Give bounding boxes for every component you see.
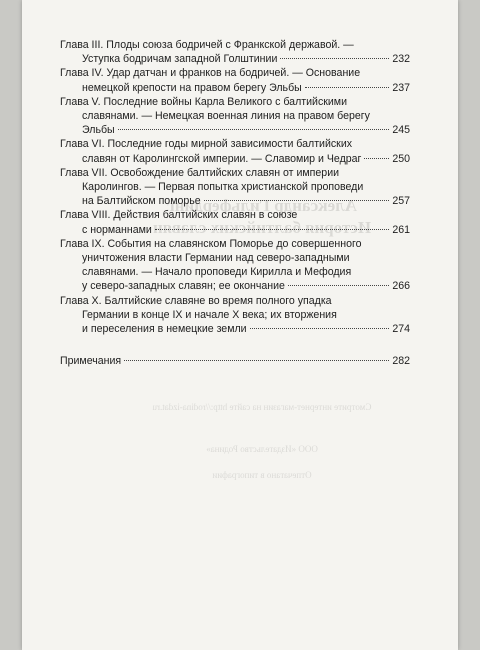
bleed-through-block-3: Отпечатано в типографии	[212, 470, 312, 480]
toc-page-number: 274	[392, 323, 410, 336]
toc-page-number: 261	[392, 223, 410, 236]
toc-entry-line: Германии в конце IX и начале X века; их вторжения	[82, 308, 337, 321]
toc-entry-last-line	[60, 152, 410, 166]
toc-entry-line: Глава IV. Удар датчан и франков на бодричей. — Основание	[60, 67, 361, 80]
dot-leader	[118, 129, 390, 130]
toc-page-number: 250	[392, 152, 410, 165]
bleed-through-block-2: ООО «Издательство Родина»	[206, 444, 318, 454]
toc-entry-last-line	[60, 322, 410, 336]
toc-entry-text: у северо-западных славян; ее окончание	[82, 280, 285, 293]
dot-leader	[124, 360, 389, 361]
toc-entry-line: Глава V. Последние войны Карла Великого с балтийскими	[60, 95, 347, 108]
notes-page-number: 282	[392, 355, 410, 368]
toc-entry-text: с норманнами	[82, 223, 152, 236]
toc-entry-last-line	[60, 279, 410, 293]
dot-leader	[305, 87, 390, 88]
toc-entry-line: Глава VII. Освобождение балтийских славян от империи	[60, 166, 340, 179]
toc-entry[interactable]	[60, 66, 410, 94]
toc-page-number: 237	[392, 81, 410, 94]
toc-entry[interactable]	[60, 95, 410, 138]
toc-page-number: 266	[392, 280, 410, 293]
toc-entry-text: Уступка бодричам западной Голштинии	[82, 53, 278, 66]
notes-title: Примечания	[60, 355, 122, 368]
toc-entry-line: славянами. — Начало проповеди Кирилла и Мефодия	[82, 266, 352, 279]
dot-leader	[288, 285, 389, 286]
bleed-through-heading-2: История балтийских славян	[152, 218, 372, 237]
toc-entry-line: Глава X. Балтийские славяне во время полного упадка	[60, 294, 332, 307]
toc-entry-line: Каролингов. — Первая попытка христианской проповеди	[82, 181, 364, 194]
toc-page-number: 245	[392, 124, 410, 137]
toc-page-number: 232	[392, 53, 410, 66]
toc-entry-text: на Балтийском поморье	[82, 195, 201, 208]
toc-entry-text: Эльбы	[82, 124, 115, 137]
toc-entry[interactable]	[60, 294, 410, 337]
toc-entries	[60, 38, 410, 336]
toc-entry-line: Глава III. Плоды союза бодричей с Франкской державой. —	[60, 39, 354, 51]
toc-entry-text: немецкой крепости на правом берегу Эльбы	[82, 81, 302, 94]
book-page	[22, 0, 458, 650]
toc-entry-text: славян от Каролингской империи. — Славомир и Чедраг	[82, 152, 362, 165]
toc-entry-notes[interactable]	[60, 354, 410, 368]
toc-entry-text: и переселения в немецкие земли	[82, 323, 247, 336]
toc-entry-line: Глава VIII. Действия балтийских славян в союзе	[60, 209, 298, 222]
dot-leader	[364, 158, 389, 159]
dot-leader	[250, 328, 390, 329]
toc-entry-last-line	[60, 52, 410, 66]
toc-entry[interactable]	[60, 237, 410, 294]
toc-entry-line: славянами. — Немецкая военная линия на правом берегу	[82, 110, 370, 123]
bleed-through-heading-1: Александр Гильфердинг	[166, 196, 358, 215]
toc-entry-line: Глава IX. События на славянском Поморье до совершенного	[60, 237, 362, 250]
toc-entry-line: уничтожения власти Германии над северо-западными	[82, 252, 350, 265]
toc-page-number: 257	[392, 195, 410, 208]
toc-entry-last-line	[60, 123, 410, 137]
bleed-through-block-1: Смотрите интернет-магазин на сайте http://rodina-izdat.ru	[152, 402, 372, 412]
toc-entry-line: Глава VI. Последние годы мирной зависимости балтийских	[60, 138, 353, 151]
toc-entry-last-line	[60, 81, 410, 95]
toc-entry[interactable]	[60, 38, 410, 66]
toc-entry[interactable]	[60, 137, 410, 165]
dot-leader	[280, 58, 389, 59]
toc-entry-last-line	[60, 354, 410, 368]
